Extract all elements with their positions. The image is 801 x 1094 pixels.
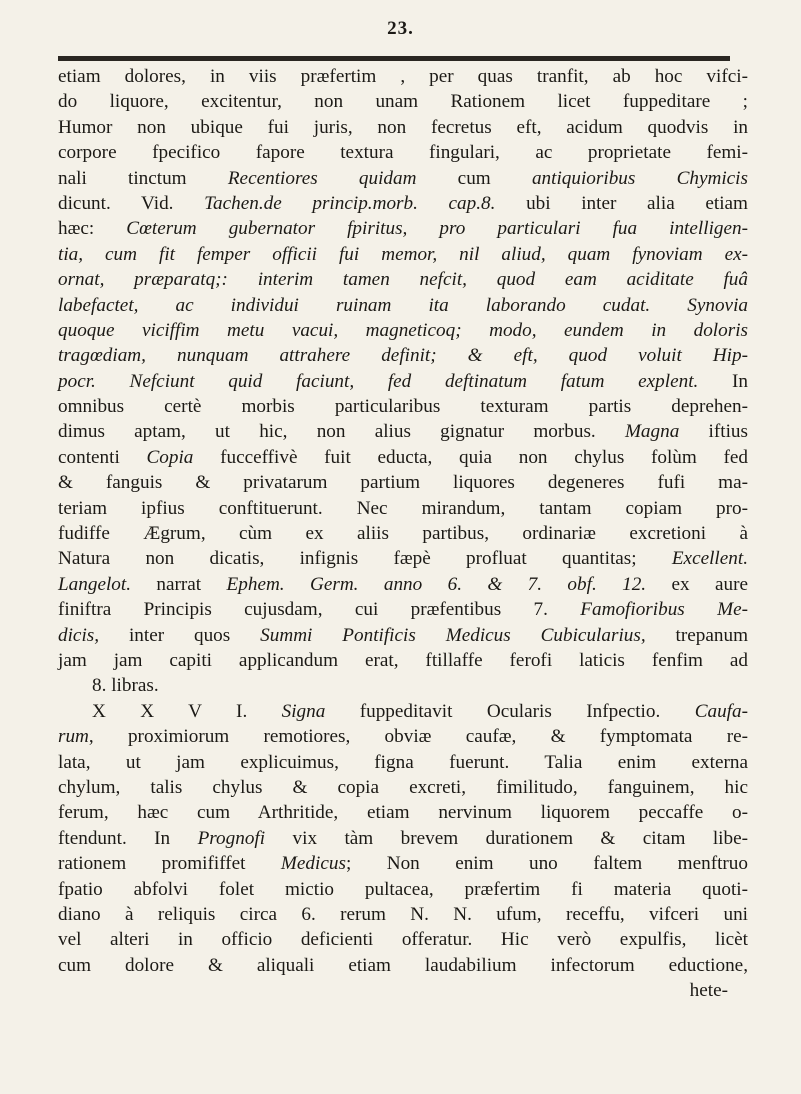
text-line [58, 89, 748, 114]
text-line [58, 775, 748, 800]
italic-segment: Ephem. Germ. anno 6. & 7. obf. 12. [226, 573, 647, 595]
catchword [58, 978, 748, 1003]
text-line [58, 216, 748, 241]
text-line [58, 445, 748, 470]
text-segment: narrat [131, 573, 227, 595]
italic-segment: ornat, præparatq;: interim tamen nefcit, quod eam aciditate fuâ [58, 269, 748, 291]
italic-segment: Prognofi [197, 827, 266, 849]
text-line [58, 394, 748, 419]
text-line [58, 546, 748, 571]
text-segment: chylum, talis chylus & copia excreti, fimilitudo, fanguinem, hic [58, 776, 748, 798]
text-segment: In [698, 370, 749, 392]
text-line [58, 521, 748, 546]
text-line [58, 419, 748, 444]
text-segment: Humor non ubique fui juris, non fecretus eft, acidum quodvis in [58, 116, 748, 138]
page-number: 23. [387, 18, 414, 39]
text-segment: ferum, hæc cum Arthritide, etiam nervinum liquorem peccaffe o- [58, 802, 748, 824]
italic-segment: quoque viciffim metu vacui, magneticoq; modo, eundem in doloris [58, 319, 748, 341]
text-segment: fudiffe Ægrum, cùm ex aliis partibus, ordinariæ excretioni à [58, 523, 748, 545]
text-segment: 8. libras. [92, 675, 159, 697]
italic-segment: Cœterum gubernator fpiritus, pro particulari fua intelligen- [126, 218, 748, 240]
text-segment: ; Non enim uno faltem menftruo [345, 853, 748, 875]
text-segment: corpore fpecifico fapore textura fingulari, ac proprietate femi- [58, 142, 748, 164]
text-segment: cum [416, 167, 532, 189]
italic-segment: Langelot. [58, 573, 132, 595]
italic-segment: Famofioribus Me- [580, 599, 748, 621]
text-line [58, 673, 748, 698]
text-segment: iftius [679, 421, 748, 443]
text-segment: teriam ipfius conftituerunt. Nec mirandum, tantam copiam pro- [58, 497, 748, 519]
text-segment: ubi inter alia etiam [495, 192, 748, 214]
text-line [58, 572, 748, 597]
header-rule [58, 56, 730, 61]
text-segment: etiam dolores, in viis præfertim , per quas tranfit, ab hoc vifci- [58, 66, 748, 87]
text-line [58, 800, 748, 825]
text-line [58, 64, 748, 89]
italic-segment: Medicus [280, 853, 346, 875]
text-line [58, 826, 748, 851]
italic-segment: Excellent. [671, 548, 748, 570]
text-segment: ex aure [646, 573, 748, 595]
text-segment: Natura non dicatis, infignis fæpè profluat quantitas; [58, 548, 672, 570]
text-segment: ftendunt. In [58, 827, 198, 849]
text-segment: vel alteri in officio deficienti offeratur. Hic verò expulfis, licèt [58, 929, 748, 951]
text-segment: finiftra Principis cujusdam, cui præfentibus 7. [58, 599, 581, 621]
text-segment: omnibus certè morbis particularibus texturam partis deprehen- [58, 396, 748, 418]
text-line [58, 166, 748, 191]
text-line [58, 927, 748, 952]
text-segment: do liquore, excitentur, non unam Rationem licet fuppeditare ; [58, 91, 748, 113]
text-segment: fpatio abfolvi folet mictio pultacea, præfertim fi materia quoti- [58, 878, 748, 900]
text-line [58, 242, 748, 267]
text-segment: dimus aptam, ut hic, non alius gignatur morbus. [58, 421, 625, 443]
text-line [58, 877, 748, 902]
text-segment: diano à reliquis circa 6. rerum N. N. ufum, receffu, vifceri uni [58, 903, 748, 925]
text-line [58, 140, 748, 165]
body-text [58, 64, 748, 1003]
text-line [58, 953, 748, 978]
text-line [58, 470, 748, 495]
text-segment: nali tinctum [58, 167, 228, 189]
text-line [58, 750, 748, 775]
text-segment: fuppeditavit Ocularis Infpectio. [325, 700, 695, 722]
text-segment: contenti [58, 446, 147, 468]
italic-segment: Copia [146, 446, 194, 468]
text-line [58, 597, 748, 622]
text-segment: , proximiorum remotiores, obviæ caufæ, & fymptomata re- [88, 726, 748, 748]
italic-segment: antiquioribus Chymicis [531, 167, 748, 189]
text-segment: vix tàm brevem durationem & citam libe- [265, 827, 748, 849]
text-line [58, 293, 748, 318]
italic-segment: tia, cum fit femper officii fui memor, nil aliud, quam fynoviam ex- [58, 243, 748, 265]
text-line [58, 699, 748, 724]
text-line [58, 115, 748, 140]
text-segment: hæc: [58, 218, 127, 240]
italic-segment: Caufa- [694, 700, 748, 722]
text-segment: hete- [689, 980, 728, 1002]
italic-segment: pocr. Nefciunt quid faciunt, fed deftinatum fatum explent. [58, 370, 699, 392]
italic-segment: rum [58, 726, 89, 748]
text-line [58, 851, 748, 876]
italic-segment: Magna [624, 421, 680, 443]
text-line [58, 648, 748, 673]
italic-segment: Recentiores quidam [227, 167, 417, 189]
text-line [58, 191, 748, 216]
text-line [58, 369, 748, 394]
text-segment: inter quos [99, 624, 261, 646]
text-segment: & fanguis & privatarum partium liquores degeneres fufi ma- [58, 472, 748, 494]
text-segment: lata, ut jam explicuimus, figna fuerunt. Talia enim externa [58, 751, 748, 773]
text-line [58, 318, 748, 343]
italic-segment: dicis, [58, 624, 100, 646]
italic-segment: Summi Pontificis Medicus Cubicularius, [260, 624, 646, 646]
text-line [58, 496, 748, 521]
text-line [58, 267, 748, 292]
text-line [58, 343, 748, 368]
text-segment: trepanum [645, 624, 748, 646]
text-line [58, 623, 748, 648]
italic-segment: tragœdiam, nunquam attrahere definit; & eft, quod voluit Hip- [58, 345, 748, 367]
italic-segment: Signa [281, 700, 326, 722]
italic-segment: labefactet, ac individui ruinam ita laborando cudat. Synovia [58, 294, 748, 316]
italic-segment: Tachen.de princip.morb. cap.8. [204, 192, 496, 214]
text-line [58, 724, 748, 749]
text-segment: jam jam capiti applicandum erat, ftillaffe ferofi laticis fenfim ad [58, 649, 748, 671]
text-segment: X X V I. [92, 700, 282, 722]
text-line [58, 902, 748, 927]
text-segment: rationem promififfet [58, 853, 281, 875]
text-segment: cum dolore & aliquali etiam laudabilium infectorum eductione, [58, 954, 748, 976]
text-segment: fucceffivè fuit educta, quia non chylus folùm fed [193, 446, 748, 468]
text-segment: dicunt. Vid. [58, 192, 205, 214]
